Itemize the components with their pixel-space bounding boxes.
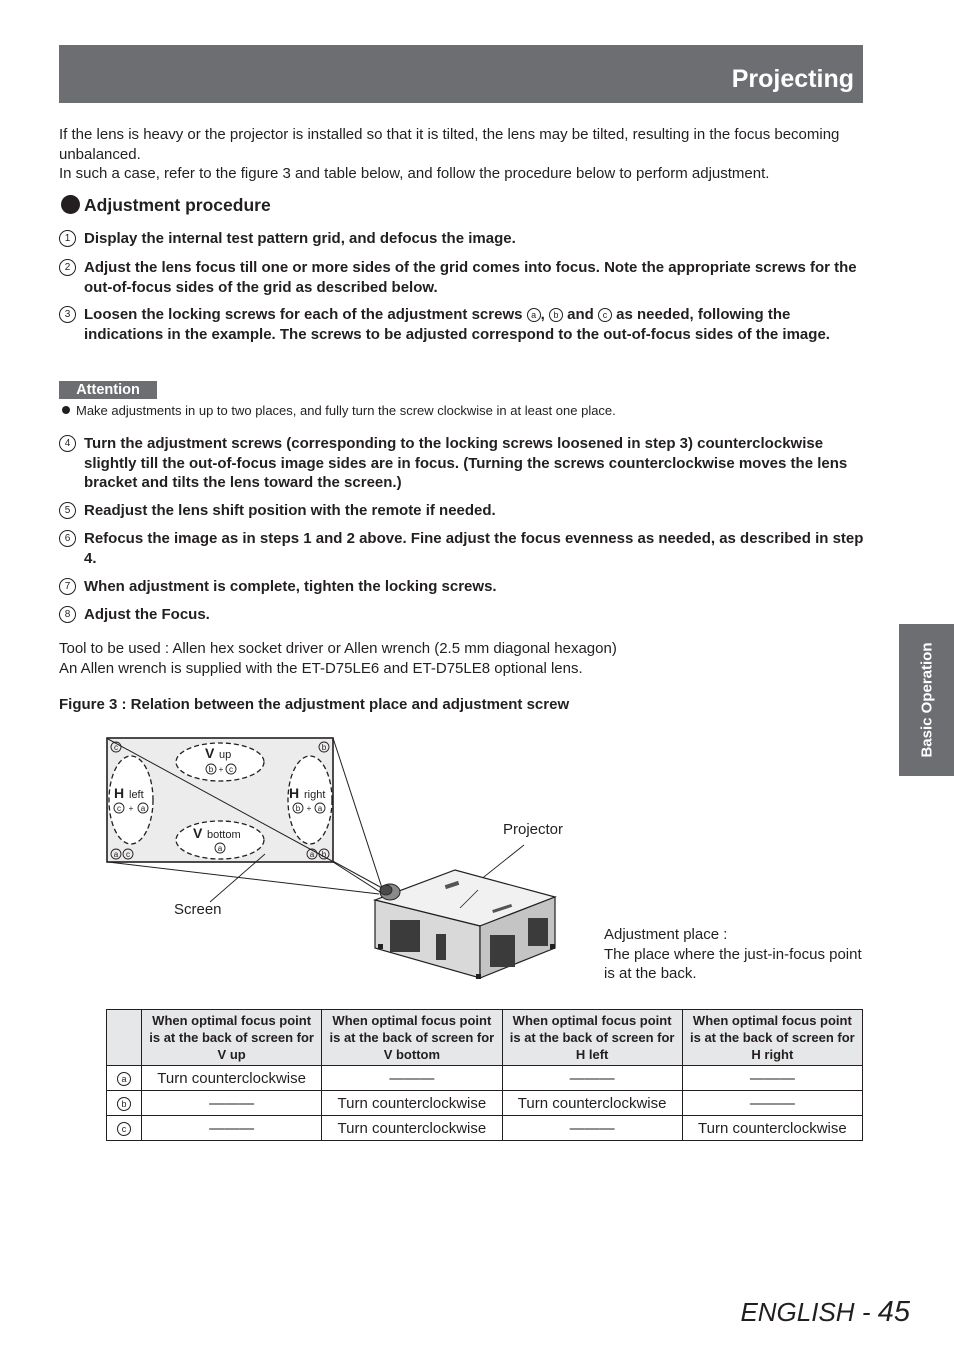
step-text-part: as needed, following the indications in the example. The screws to be adjusted correspond to the out-of-focus sides of the image. — [84, 306, 830, 343]
figure-caption: Figure 3 : Relation between the adjustment place and adjustment screw — [59, 696, 570, 713]
table-cell: ——— — [502, 1066, 682, 1091]
tool-line-1: Tool to be used : Allen hex socket driver or Allen wrench (2.5 mm diagonal hexagon) — [59, 640, 617, 657]
plus-sign: + — [306, 804, 312, 813]
step-text: When adjustment is complete, tighten the locking screws. — [84, 578, 497, 595]
table-cell: Turn counterclockwise — [142, 1066, 322, 1091]
screw-label-a: a — [113, 850, 119, 859]
page-title: Projecting — [731, 65, 854, 93]
step-number: 7 — [59, 578, 76, 595]
zone-v-up-letter: V — [205, 745, 215, 761]
screw-label-b: b — [321, 850, 327, 859]
zone-v-bottom-letter: V — [193, 825, 203, 841]
footer-page: 45 — [877, 1296, 910, 1328]
zone-v-up-word: up — [219, 749, 232, 761]
tool-paragraph — [59, 639, 869, 678]
table-row — [107, 1066, 863, 1091]
step-text — [84, 305, 865, 344]
screw-c-symbol: c — [598, 308, 612, 322]
step-number: 3 — [59, 306, 76, 323]
table-header-h-left: When optimal focus point is at the back of screen for H left — [502, 1010, 682, 1066]
table-header-v-up: When optimal focus point is at the back of screen for V up — [142, 1010, 322, 1066]
screw-label-c: c — [229, 765, 233, 774]
table-cell: ——— — [322, 1066, 502, 1091]
table-header-row — [107, 1010, 863, 1066]
plus-sign: + — [218, 765, 224, 774]
adjustment-diagram — [100, 730, 660, 990]
screw-label-a: a — [140, 804, 146, 813]
step-item — [59, 529, 865, 568]
table-cell: ——— — [502, 1116, 682, 1141]
table-row — [107, 1116, 863, 1141]
tool-line-2: An Allen wrench is supplied with the ET-D75LE6 and ET-D75LE8 optional lens. — [59, 659, 583, 677]
step-text: Turn the adjustment screws (corresponding to the locking screws loosened in step 3) counterclockwise slightly till the out-of-focus image sides are in focus. (Turning the screws counterclockwise moves the lens bracket and tilts the lens toward the screen.) — [84, 435, 848, 491]
table-cell: Turn counterclockwise — [322, 1091, 502, 1116]
screen-label: Screen — [174, 901, 222, 918]
step-number: 2 — [59, 259, 76, 276]
step-text: Adjust the Focus. — [84, 606, 210, 623]
intro-paragraph — [59, 125, 869, 184]
side-tab-label: Basic Operation — [918, 642, 935, 758]
zone-h-right-word: right — [304, 789, 326, 801]
table-cell: Turn counterclockwise — [322, 1116, 502, 1141]
adjustment-place-title: Adjustment place : — [604, 926, 728, 943]
adjustment-table — [106, 1009, 863, 1141]
step-item — [59, 434, 865, 493]
table-cell: ——— — [682, 1091, 862, 1116]
screw-label-c: c — [114, 743, 118, 752]
step-text-part: Loosen the locking screws for each of the adjustment screws — [84, 306, 523, 323]
step-text-part: , — [540, 306, 545, 323]
screw-label-b: b — [208, 765, 214, 774]
procedure-heading-text: Adjustment procedure — [84, 195, 271, 215]
step-text-part: and — [567, 306, 594, 323]
projector-icon — [375, 870, 555, 979]
step-number: 4 — [59, 435, 76, 452]
screw-cell — [107, 1116, 142, 1141]
screw-cell — [107, 1091, 142, 1116]
attention-note-text: Make adjustments in up to two places, and fully turn the screw clockwise in at least one place. — [76, 403, 616, 418]
zone-v-bottom-word: bottom — [207, 829, 241, 841]
step-number: 6 — [59, 530, 76, 547]
screw-a-symbol: a — [527, 308, 541, 322]
table-cell: Turn counterclockwise — [502, 1091, 682, 1116]
step-text: Refocus the image as in steps 1 and 2 above. Fine adjust the focus evenness as needed, as described in step 4. — [84, 530, 864, 567]
zone-h-left-letter: H — [114, 785, 125, 801]
plus-sign: + — [128, 804, 134, 813]
procedure-heading — [61, 195, 271, 216]
step-text: Adjust the lens focus till one or more sides of the grid comes into focus. Note the appropriate screws for the out-of-focus sides of the grid as described below. — [84, 259, 857, 296]
screw-label-a: a — [217, 844, 223, 853]
screw-a-symbol: a — [117, 1072, 131, 1086]
screw-label-c: c — [117, 804, 121, 813]
table-cell: ——— — [682, 1066, 862, 1091]
screw-label-b: b — [321, 743, 327, 752]
table-row — [107, 1091, 863, 1116]
table-header-v-bottom: When optimal focus point is at the back of screen for V bottom — [322, 1010, 502, 1066]
table-cell: ——— — [142, 1091, 322, 1116]
intro-line-1: If the lens is heavy or the projector is installed so that it is tilted, the lens may be tilted, resulting in the focus becoming unbalanced. — [59, 126, 840, 163]
projector-label: Projector — [503, 821, 564, 838]
step-number: 5 — [59, 502, 76, 519]
bullet-dot-icon — [61, 195, 80, 214]
step-item — [59, 229, 865, 249]
screw-label-a: a — [309, 850, 315, 859]
adjustment-place-desc: The place where the just-in-focus point is at the back. — [604, 945, 862, 982]
step-item — [59, 577, 865, 597]
step-text: Readjust the lens shift position with the remote if needed. — [84, 502, 496, 519]
zone-h-left-word: left — [129, 789, 144, 801]
step-text: Display the internal test pattern grid, and defocus the image. — [84, 230, 516, 247]
screw-label-a: a — [317, 804, 323, 813]
screw-cell — [107, 1066, 142, 1091]
screw-c-symbol: c — [117, 1122, 131, 1136]
footer-language: ENGLISH — [740, 1297, 855, 1327]
screw-label-b: b — [295, 804, 301, 813]
step-item — [59, 258, 865, 297]
attention-badge: Attention — [59, 381, 157, 399]
step-item — [59, 501, 865, 521]
bullet-icon — [62, 406, 70, 414]
footer-dash: - — [861, 1297, 871, 1327]
intro-line-2: In such a case, refer to the figure 3 and table below, and follow the procedure below to perform adjustment. — [59, 165, 770, 182]
adjustment-place-note — [604, 925, 864, 984]
table-corner-cell — [107, 1010, 142, 1066]
screw-b-symbol: b — [117, 1097, 131, 1111]
table-cell: Turn counterclockwise — [682, 1116, 862, 1141]
attention-note — [62, 402, 616, 419]
screw-label-c: c — [126, 850, 130, 859]
zone-h-right-letter: H — [289, 785, 300, 801]
section-side-tab — [899, 624, 954, 776]
section-header — [59, 45, 863, 103]
table-header-h-right: When optimal focus point is at the back of screen for H right — [682, 1010, 862, 1066]
step-item — [59, 305, 865, 344]
table-cell: ——— — [142, 1116, 322, 1141]
page-number — [740, 1296, 910, 1329]
step-number: 1 — [59, 230, 76, 247]
step-number: 8 — [59, 606, 76, 623]
step-item — [59, 605, 865, 625]
screw-b-symbol: b — [549, 308, 563, 322]
adjustment-figure — [100, 730, 660, 995]
